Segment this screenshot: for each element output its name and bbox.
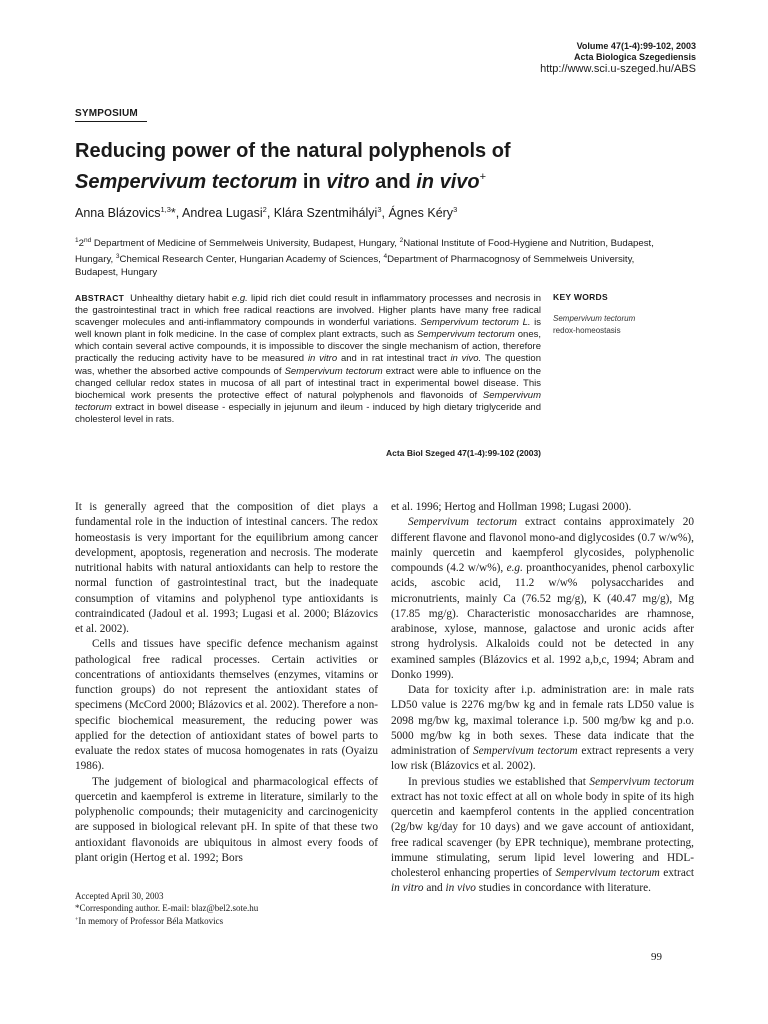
keywords [553, 292, 703, 337]
body-column-right [391, 500, 694, 897]
body-column-left [75, 500, 378, 866]
paragraph: The judgement of biological and pharmacological effects of quercetin and kaempferol is extreme in literature, similarly to the polyphenolic compounds; their mutagenicity and carcinogenicity are supposed in biological relevant pH. In spite of that these two antioxidant flavonoids are ubiquitous in almost every foods of plant origin (Hertog et al. 1992; Bors [75, 775, 378, 864]
abstract-label: ABSTRACT [75, 293, 125, 303]
paragraph: Data for toxicity after i.p. administration are: in male rats LD50 value is 2276 mg/bw kg and in female rats LD50 value is 2098 mg/bw kg, maximal tolerance i.p. 500 mg/bw kg and p.o. 5000 mg/bw kg in both sexes. These data indicate that the administration of Sempervivum tectorum extract represents a very low risk (Blázovics et al. 2002). [391, 684, 694, 773]
journal-url[interactable]: http://www.sci.u-szeged.hu/ABS [540, 63, 696, 75]
paragraph: It is generally agreed that the composition of diet plays a fundamental role in the induction of intestinal cancers. The redox homeostasis is very important for the equilibrium among cancer development, apoptosis, regeneration and necrosis. The moderate nutritional habits with natural antioxidants can help to restore the normal function of gastrointestinal tract, but the inadequate consumption of vitamins and polyphenol type antioxidants is contraindicated (Jadoul et al. 1993; Lugasi et al. 2000; Blázovics et al. 2002). [75, 501, 378, 635]
author-name: Anna Blázovics [75, 206, 161, 220]
keywords-heading: KEY WORDS [553, 292, 608, 302]
corresponding-author: *Corresponding author. E-mail: blaz@bel2.sote.hu [75, 903, 259, 913]
author-name: Ágnes Kéry [388, 206, 454, 220]
memorial-note: +In memory of Professor Béla Matkovics [75, 916, 224, 926]
paragraph: Cells and tissues have specific defence mechanism against pathological free radical processes. Certain activities or concentrations of antioxidants themselves (enzymes, vitamins or function groups) do not represent the antioxidant states of specimens (McCord 2000; Blázovics et al. 2002). Therefore a non-specific biochemical measurement, the reducing power was applied for the detection of antioxidant states of bowel parts to evaluate the redox states of mucosa homogenates in rats (Oyaizu 1986). [75, 638, 378, 773]
volume-info: Volume 47(1-4):99-102, 2003 [576, 41, 696, 51]
author-name: Klára Szentmihályi [273, 206, 378, 220]
keyword: Sempervivum tectorum [553, 314, 636, 323]
accepted-date: Accepted April 30, 2003 [75, 891, 164, 901]
journal-name: Acta Biologica Szegediensis [573, 52, 696, 62]
footnotes [75, 890, 378, 927]
section-label: SYMPOSIUM [75, 108, 138, 119]
affiliations: $^1$2nd Department of Medicine of Semmelweis University, Budapest, Hungary, $^2$National Institute of Food-Hygiene and Nutrition, Budapest, Hungary, $^3$Chemical Research Center, Hungarian Academy of Sciences, $^4$Department of Pharmacognosy of Semmelweis University, Budapest, Hungary [75, 237, 654, 278]
abstract: ABSTRACT Unhealthy dietary habit e.g. lipid rich diet could result in inflammatory processes and necrosis in the gastrointestinal tract in which free radical reactions are involved. Higher plants have many free radical scavenger molecules and anti-inflammatory compounds in wonderful variations. Sempervivum tectorum L. is well known plant in folk medicine. In the case of complex plant extracts, such as Sempervivum tectorum ones, which contain several active compounds, it is impossible to discover the single mechanism of action, therefore practically the reducing activity have to be measured in vitro and in rat intestinal tract in vivo. The question was, whether the absorbed active compounds of Sempervivum tectorum extract were able to influence on the changed cellular redox states in mucosa of all part of intestinal tract in experimental bowel disease. This biochemical work presents the protective effect of natural polyphenols and flavonoids of Sempervivum tectorum extract in bowel disease - especially in jejunum and ileum - induced by high dietary triglyceride and cholesterol level in rats. [75, 293, 542, 425]
paragraph: In previous studies we established that Sempervivum tectorum extract has not toxic effect at all on whole body in spite of its high quercetin and kaempferol contents in the applied concentration (2g/bw kg/day for 10 days) and we gave account of antioxidant, free radical scavenger (by EPR technique), membrane protecting, immune stimulating, serum lipid level lowering and HDL-cholesterol enhancing properties of Sempervivum tectorum extract in vitro and in vivo studies in concordance with literature. [391, 775, 694, 895]
keyword: redox-homeostasis [553, 326, 621, 335]
author-list: Anna Blázovics$^{1,3}$*, Andrea Lugasi$^2$, Klára Szentmihályi$^3$, Ágnes Kéry$^3$ [75, 205, 458, 220]
paragraph: et al. 1996; Hertog and Hollman 1998; Lugasi 2000). [391, 501, 632, 513]
paper-title: Reducing power of the natural polyphenols of Sempervivum tectorum in vitro and in vivo+ [75, 140, 511, 193]
paragraph: Sempervivum tectorum extract contains approximately 20 different flavone and flavonol mono-and diglycosides (0.7 w/w%), mainly quercetin and kaempferol glycosides, polyphenolic compounds (4.2 w/w%), e.g. proanthocyanides, phenol carboxylic acids, ascobic acid, 11.2 w/w% polysaccharides and micronutrients, mainly Ca (76.52 mg/g), K (40.47 mg/g), Mg (17.85 mg/g). Characteristic monosaccharides are rhamnose, arabinose, xylose, mannose, galactose and uronic acids after strong hydrolysis. Alkaloids could not be detected in any examined samples (Blázovics et al. 1992 a,b,c, 1994; Abram and Donko 1999). [391, 516, 694, 681]
citation: Acta Biol Szeged 47(1-4):99-102 (2003) [386, 448, 541, 458]
journal-header [540, 41, 696, 76]
page-number: 99 [651, 951, 662, 963]
author-name: Andrea Lugasi [182, 206, 263, 220]
section-divider [75, 121, 147, 122]
